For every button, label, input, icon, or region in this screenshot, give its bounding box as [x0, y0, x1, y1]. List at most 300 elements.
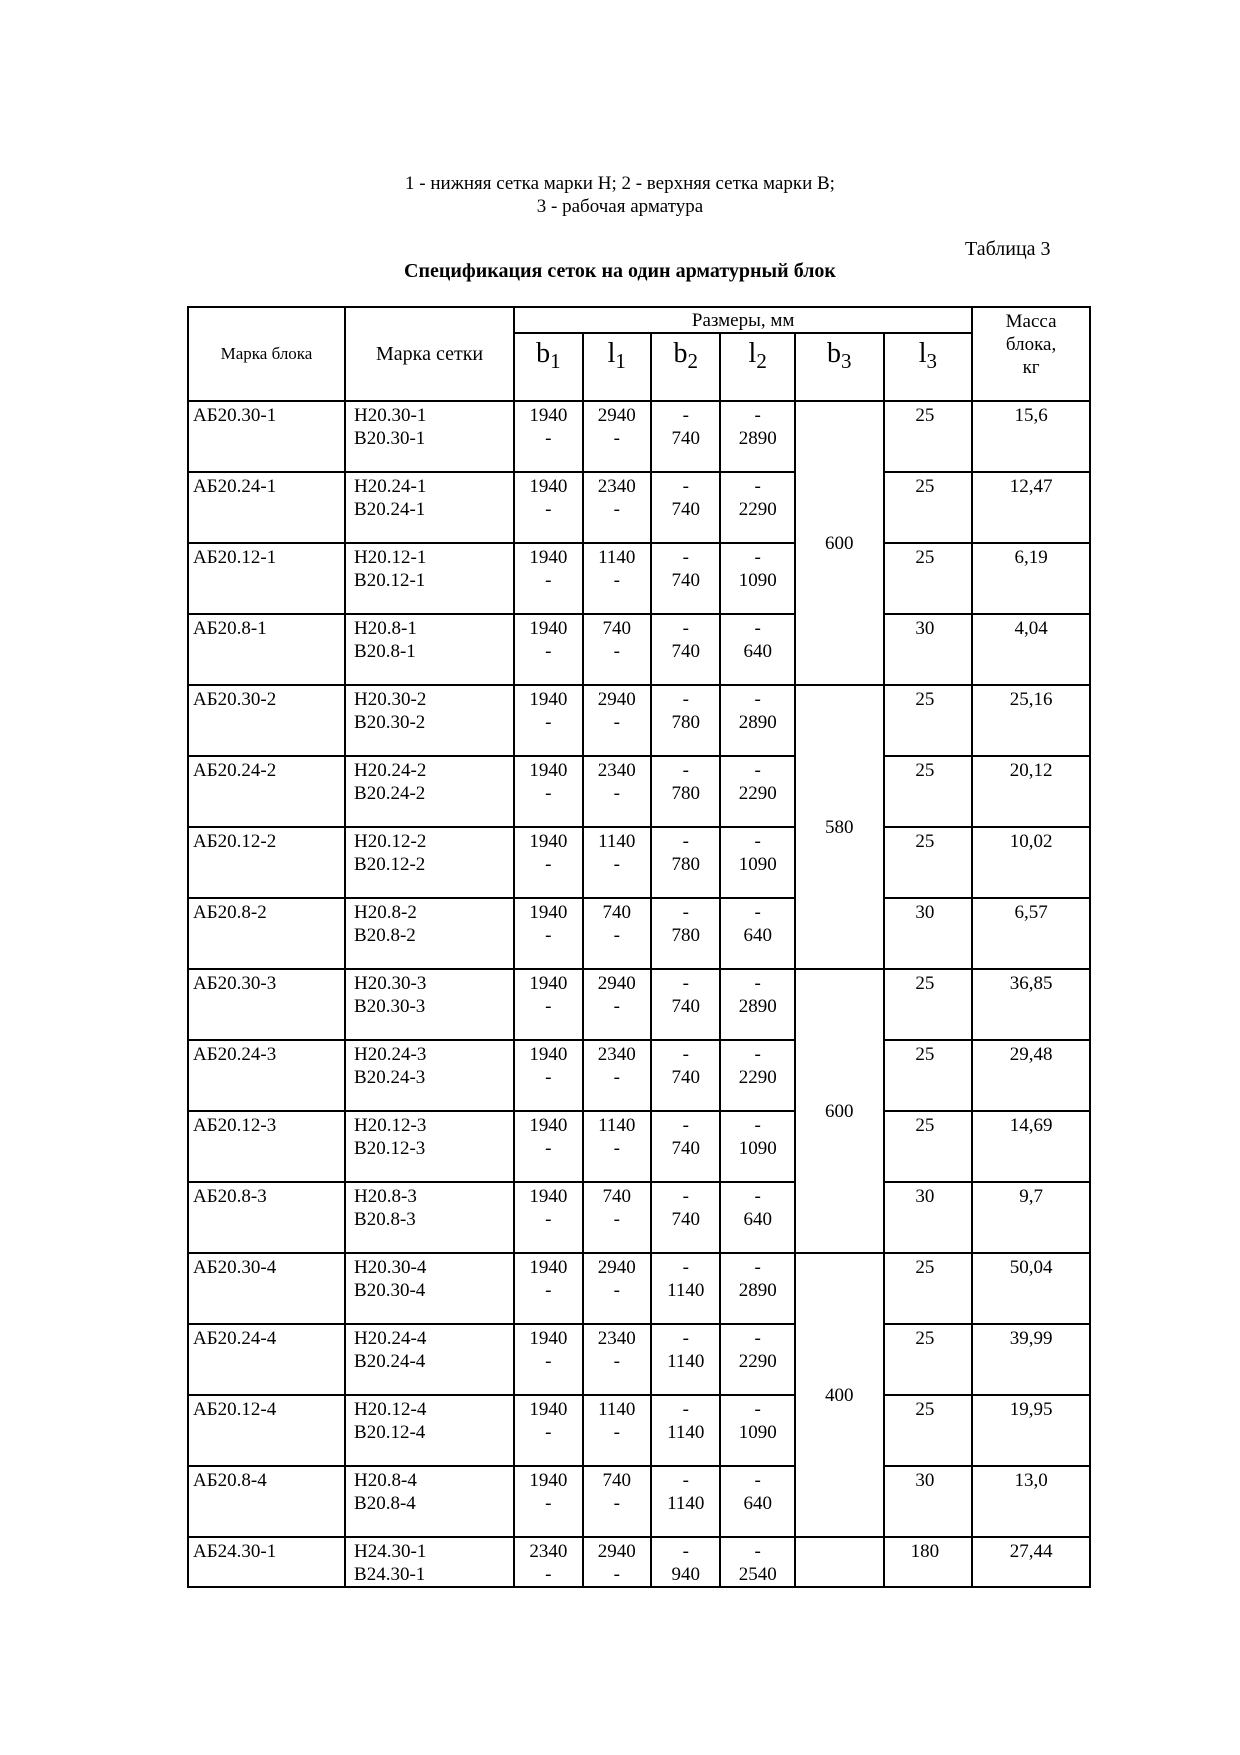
cell-b1 — [514, 898, 582, 969]
cell-b2-bottom: 1140 — [667, 1493, 705, 1514]
cell-l1-top: 740 — [602, 902, 632, 923]
cell-l1-top: 1140 — [598, 831, 636, 852]
cell-net-marks — [345, 1040, 514, 1111]
cell-block-mark — [188, 898, 345, 969]
cell-l1 — [583, 685, 651, 756]
cell-l1-bottom: - — [613, 641, 620, 662]
cell-l2-top: - — [754, 1115, 761, 1136]
cell-b1 — [514, 969, 582, 1040]
cell-l3 — [884, 827, 973, 898]
cell-l2-top: - — [754, 1257, 761, 1278]
cell-b2-bottom: 1140 — [667, 1280, 705, 1301]
cell-b2 — [651, 1395, 720, 1466]
cell-b2 — [651, 1253, 720, 1324]
cell-b1-top: 1940 — [529, 618, 568, 639]
cell-mass — [972, 898, 1090, 969]
cell-l3 — [884, 1253, 973, 1324]
cell-l2 — [720, 472, 794, 543]
net-mark-upper: В20.24-3 — [354, 1067, 426, 1088]
cell-block-mark — [188, 969, 345, 1040]
table-row — [188, 1537, 1090, 1587]
cell-block-mark — [188, 756, 345, 827]
mass-value: 36,85 — [1009, 973, 1053, 994]
cell-block-mark — [188, 1253, 345, 1324]
cell-l1-top: 2340 — [597, 760, 636, 781]
cell-b1-top: 1940 — [529, 760, 568, 781]
cell-block-mark — [188, 543, 345, 614]
mass-value: 19,95 — [1009, 1399, 1053, 1420]
cell-b1 — [514, 685, 582, 756]
cell-b2-top: - — [682, 1257, 689, 1278]
cell-l1-bottom: - — [613, 499, 620, 520]
block-mark-text: АБ20.30-2 — [193, 689, 277, 710]
cell-l1 — [583, 1395, 651, 1466]
cell-l1-bottom: - — [613, 428, 620, 449]
cell-mass — [972, 969, 1090, 1040]
cell-b2 — [651, 756, 720, 827]
cell-mass — [972, 1466, 1090, 1537]
cell-net-marks — [345, 969, 514, 1040]
cell-l3 — [884, 401, 973, 472]
block-mark-text: АБ20.30-4 — [193, 1257, 277, 1278]
cell-b1-top: 1940 — [529, 831, 568, 852]
cell-mass — [972, 1395, 1090, 1466]
cell-l1-top: 2940 — [597, 973, 636, 994]
cell-l2 — [720, 827, 794, 898]
net-mark-upper: В20.8-3 — [354, 1209, 416, 1230]
cell-b2-bottom: 780 — [671, 712, 700, 733]
cell-l2-bottom: 640 — [743, 641, 772, 662]
table-row — [188, 685, 1090, 756]
cell-l3 — [884, 898, 973, 969]
cell-b1 — [514, 543, 582, 614]
cell-l2-top: - — [754, 760, 761, 781]
l3-value: 25 — [915, 1399, 935, 1420]
cell-b2 — [651, 969, 720, 1040]
cell-mass — [972, 1182, 1090, 1253]
l3-value: 25 — [915, 760, 935, 781]
cell-l2-bottom: 2890 — [738, 428, 777, 449]
mass-value: 6,19 — [1014, 547, 1048, 568]
cell-b1 — [514, 1040, 582, 1111]
cell-b1-top: 1940 — [529, 1257, 568, 1278]
header-b1: $b_1$ — [514, 333, 582, 401]
cell-b2 — [651, 472, 720, 543]
mass-value: 50,04 — [1009, 1257, 1053, 1278]
cell-b1 — [514, 1324, 582, 1395]
cell-l1 — [583, 1040, 651, 1111]
net-mark-lower: Н20.12-3 — [354, 1115, 427, 1136]
spec-table-body — [188, 401, 1090, 1587]
l3-value: 30 — [915, 1470, 935, 1491]
cell-b2-top: - — [682, 689, 689, 710]
cell-l2-bottom: 1090 — [738, 854, 777, 875]
cell-l2-bottom: 640 — [743, 1493, 772, 1514]
table-row — [188, 472, 1090, 543]
cell-net-marks — [345, 1395, 514, 1466]
mass-value: 27,44 — [1009, 1541, 1053, 1562]
cell-block-mark — [188, 685, 345, 756]
cell-b2-top: - — [682, 831, 689, 852]
cell-l1-bottom: - — [613, 1138, 620, 1159]
table-row — [188, 614, 1090, 685]
cell-b2-bottom: 740 — [671, 641, 700, 662]
cell-l1 — [583, 614, 651, 685]
cell-mass — [972, 756, 1090, 827]
l3-value: 180 — [910, 1541, 940, 1562]
cell-l2-top: - — [754, 405, 761, 426]
cell-net-marks — [345, 401, 514, 472]
cell-l3 — [884, 969, 973, 1040]
cell-b2-top: - — [682, 760, 689, 781]
cell-b1-bottom: - — [545, 1067, 552, 1088]
net-mark-lower: Н20.24-3 — [354, 1044, 427, 1065]
cell-l3 — [884, 1182, 973, 1253]
cell-block-mark — [188, 401, 345, 472]
cell-block-mark — [188, 472, 345, 543]
cell-b2 — [651, 827, 720, 898]
net-mark-upper: В20.30-3 — [354, 996, 426, 1017]
block-mark-text: АБ20.24-3 — [193, 1044, 277, 1065]
cell-b2-top: - — [682, 1399, 689, 1420]
cell-b1-top: 1940 — [529, 547, 568, 568]
cell-l2 — [720, 543, 794, 614]
cell-l3 — [884, 1111, 973, 1182]
net-mark-upper: В20.30-4 — [354, 1280, 426, 1301]
cell-b2-top: - — [682, 1541, 689, 1562]
net-mark-upper: В24.30-1 — [354, 1564, 426, 1585]
net-mark-upper: В20.8-1 — [354, 641, 416, 662]
cell-l3 — [884, 756, 973, 827]
net-mark-upper: В20.12-4 — [354, 1422, 426, 1443]
cell-net-marks — [345, 1537, 514, 1587]
cell-mass — [972, 401, 1090, 472]
cell-l1-bottom: - — [613, 1422, 620, 1443]
cell-l2-top: - — [754, 1541, 761, 1562]
cell-b1-bottom: - — [545, 854, 552, 875]
cell-l1-bottom: - — [613, 1280, 620, 1301]
cell-net-marks — [345, 685, 514, 756]
net-mark-lower: Н20.12-2 — [354, 831, 427, 852]
cell-b2 — [651, 1111, 720, 1182]
cell-l2 — [720, 1537, 794, 1587]
cell-l1-top: 740 — [602, 1470, 632, 1491]
net-mark-lower: Н20.30-3 — [354, 973, 427, 994]
cell-l1-bottom: - — [613, 1067, 620, 1088]
mass-value: 10,02 — [1009, 831, 1053, 852]
cell-l1-bottom: - — [613, 570, 620, 591]
net-mark-upper: В20.24-2 — [354, 783, 426, 804]
cell-mass — [972, 1537, 1090, 1587]
cell-l2 — [720, 1466, 794, 1537]
cell-net-marks — [345, 1324, 514, 1395]
cell-l1 — [583, 1111, 651, 1182]
cell-mass — [972, 1111, 1090, 1182]
net-mark-lower: Н20.24-2 — [354, 760, 427, 781]
cell-b2-top: - — [682, 1328, 689, 1349]
cell-net-marks — [345, 1111, 514, 1182]
cell-l1-top: 1140 — [598, 547, 636, 568]
l3-value: 30 — [915, 1186, 935, 1207]
cell-b3-group: 580 — [795, 685, 884, 969]
l3-value: 25 — [915, 405, 935, 426]
cell-b1 — [514, 472, 582, 543]
header-mass-line3: кг — [1022, 357, 1040, 378]
cell-b1-bottom: - — [545, 996, 552, 1017]
cell-net-marks — [345, 898, 514, 969]
net-mark-upper: В20.30-1 — [354, 428, 426, 449]
net-mark-upper: В20.24-1 — [354, 499, 426, 520]
cell-b1-top: 1940 — [529, 689, 568, 710]
cell-b3-group: 600 — [795, 969, 884, 1253]
cell-b3-group: 600 — [795, 401, 884, 685]
cell-b1-top: 1940 — [529, 405, 568, 426]
cell-b1 — [514, 1537, 582, 1587]
cell-b1-top: 1940 — [529, 1328, 568, 1349]
block-mark-text: АБ20.8-3 — [193, 1186, 267, 1207]
cell-b2 — [651, 1466, 720, 1537]
cell-b1-bottom: - — [545, 925, 552, 946]
cell-b1-bottom: - — [545, 1351, 552, 1372]
table-row — [188, 1253, 1090, 1324]
cell-l1-top: 2340 — [597, 1328, 636, 1349]
mass-value: 25,16 — [1009, 689, 1053, 710]
cell-mass — [972, 685, 1090, 756]
cell-l2-bottom: 640 — [743, 1209, 772, 1230]
cell-l2-bottom: 640 — [743, 925, 772, 946]
block-mark-text: АБ20.24-4 — [193, 1328, 277, 1349]
cell-b2 — [651, 898, 720, 969]
cell-l2 — [720, 969, 794, 1040]
cell-b2-bottom: 740 — [671, 1067, 700, 1088]
net-mark-upper: В20.12-2 — [354, 854, 426, 875]
cell-b2-bottom: 1140 — [667, 1351, 705, 1372]
cell-l2-bottom: 2890 — [738, 1280, 777, 1301]
cell-l1-top: 2340 — [597, 476, 636, 497]
cell-b1-top: 1940 — [529, 476, 568, 497]
cell-block-mark — [188, 614, 345, 685]
cell-b2 — [651, 1182, 720, 1253]
cell-l2-top: - — [754, 1399, 761, 1420]
net-mark-lower: Н20.30-4 — [354, 1257, 427, 1278]
cell-l2-bottom: 1090 — [738, 1138, 777, 1159]
cell-l1-top: 2340 — [597, 1044, 636, 1065]
cell-b2 — [651, 1040, 720, 1111]
table-row — [188, 1395, 1090, 1466]
cell-l2-top: - — [754, 547, 761, 568]
table-row — [188, 1324, 1090, 1395]
cell-b1-bottom: - — [545, 1564, 552, 1585]
table-row — [188, 898, 1090, 969]
cell-l1-bottom: - — [613, 996, 620, 1017]
cell-b2-top: - — [682, 476, 689, 497]
cell-b2-top: - — [682, 902, 689, 923]
cell-l1 — [583, 1182, 651, 1253]
net-mark-lower: Н20.24-4 — [354, 1328, 427, 1349]
cell-b2-top: - — [682, 1115, 689, 1136]
header-sizes: Размеры, мм — [514, 307, 972, 333]
l3-value: 25 — [915, 476, 935, 497]
cell-net-marks — [345, 756, 514, 827]
cell-b1-bottom: - — [545, 428, 552, 449]
net-mark-lower: Н20.8-4 — [354, 1470, 417, 1491]
block-mark-text: АБ20.12-3 — [193, 1115, 277, 1136]
cell-b2-bottom: 740 — [671, 428, 700, 449]
cell-block-mark — [188, 1395, 345, 1466]
cell-block-mark — [188, 1324, 345, 1395]
cell-net-marks — [345, 472, 514, 543]
cell-b1 — [514, 1395, 582, 1466]
cell-l1 — [583, 543, 651, 614]
cell-l1-top: 2940 — [597, 405, 636, 426]
cell-b1-top: 1940 — [529, 1186, 568, 1207]
cell-l1-bottom: - — [613, 1351, 620, 1372]
cell-b2-top: - — [682, 547, 689, 568]
block-mark-text: АБ20.30-1 — [193, 405, 277, 426]
net-mark-lower: Н20.8-3 — [354, 1186, 417, 1207]
cell-l2-top: - — [754, 689, 761, 710]
cell-b1-bottom: - — [545, 641, 552, 662]
cell-l1 — [583, 827, 651, 898]
cell-b2-top: - — [682, 618, 689, 639]
cell-b1-bottom: - — [545, 712, 552, 733]
l3-value: 30 — [915, 902, 935, 923]
cell-b1-bottom: - — [545, 499, 552, 520]
cell-l2 — [720, 614, 794, 685]
cell-l3 — [884, 472, 973, 543]
cell-b1-bottom: - — [545, 570, 552, 591]
cell-l1 — [583, 756, 651, 827]
cell-l2-bottom: 2890 — [738, 712, 777, 733]
cell-l2-bottom: 2290 — [738, 783, 777, 804]
cell-net-marks — [345, 543, 514, 614]
figure-caption-line-2: 3 - рабочая арматура — [536, 196, 704, 217]
header-mass-line1: Масса — [1005, 311, 1057, 332]
cell-l2 — [720, 756, 794, 827]
cell-l1 — [583, 1253, 651, 1324]
net-mark-upper: В20.8-2 — [354, 925, 416, 946]
cell-b1 — [514, 1253, 582, 1324]
net-mark-lower: Н24.30-1 — [354, 1541, 427, 1562]
table-row — [188, 1111, 1090, 1182]
cell-b1 — [514, 1111, 582, 1182]
cell-b2 — [651, 401, 720, 472]
cell-b1 — [514, 1466, 582, 1537]
cell-l1-bottom: - — [613, 783, 620, 804]
net-mark-lower: Н20.12-1 — [354, 547, 427, 568]
cell-l1-bottom: - — [613, 712, 620, 733]
cell-net-marks — [345, 1466, 514, 1537]
cell-b1 — [514, 756, 582, 827]
cell-l1 — [583, 1324, 651, 1395]
cell-b2-top: - — [682, 1044, 689, 1065]
cell-b1-top: 1940 — [529, 1115, 568, 1136]
l3-value: 25 — [915, 1115, 935, 1136]
cell-b2-top: - — [682, 405, 689, 426]
block-mark-text: АБ20.24-1 — [193, 476, 277, 497]
cell-b1-bottom: - — [545, 1422, 552, 1443]
mass-value: 6,57 — [1014, 902, 1048, 923]
table-row — [188, 969, 1090, 1040]
cell-b2 — [651, 1537, 720, 1587]
net-mark-upper: В20.24-4 — [354, 1351, 426, 1372]
cell-l2-top: - — [754, 1186, 761, 1207]
net-mark-lower: Н20.8-1 — [354, 618, 417, 639]
cell-l2-top: - — [754, 1044, 761, 1065]
cell-b2 — [651, 685, 720, 756]
cell-b2 — [651, 543, 720, 614]
cell-l1 — [583, 472, 651, 543]
cell-mass — [972, 1040, 1090, 1111]
cell-block-mark — [188, 1111, 345, 1182]
cell-b2-bottom: 740 — [671, 570, 700, 591]
cell-l2 — [720, 1182, 794, 1253]
l3-value: 25 — [915, 547, 935, 568]
header-mass-line2: блока, — [1005, 334, 1057, 355]
cell-l1-bottom: - — [613, 1493, 620, 1514]
cell-b2 — [651, 614, 720, 685]
cell-l1 — [583, 401, 651, 472]
cell-b3-group — [795, 1537, 884, 1587]
cell-l1-bottom: - — [613, 925, 620, 946]
mass-value: 13,0 — [1014, 1470, 1048, 1491]
l3-value: 25 — [915, 1328, 935, 1349]
table-row — [188, 827, 1090, 898]
cell-b1-bottom: - — [545, 783, 552, 804]
cell-l1-top: 2940 — [597, 1257, 636, 1278]
cell-block-mark — [188, 1537, 345, 1587]
net-mark-lower: Н20.24-1 — [354, 476, 427, 497]
cell-block-mark — [188, 1466, 345, 1537]
cell-l3 — [884, 685, 973, 756]
cell-block-mark — [188, 1040, 345, 1111]
cell-b1-top: 1940 — [529, 1399, 568, 1420]
net-mark-lower: Н20.8-2 — [354, 902, 417, 923]
cell-b1-top: 1940 — [529, 1470, 568, 1491]
cell-l2 — [720, 685, 794, 756]
cell-l3 — [884, 1537, 973, 1587]
block-mark-text: АБ20.30-3 — [193, 973, 277, 994]
header-l1: $l_1$ — [583, 333, 651, 401]
cell-b2-bottom: 740 — [671, 1209, 700, 1230]
cell-mass — [972, 827, 1090, 898]
cell-l2-bottom: 2290 — [738, 1067, 777, 1088]
header-l2: $l_2$ — [720, 333, 794, 401]
cell-b1-top: 1940 — [529, 902, 568, 923]
cell-l2-bottom: 2540 — [738, 1564, 777, 1585]
cell-l2-bottom: 2290 — [738, 499, 777, 520]
block-mark-text: АБ24.30-1 — [193, 1541, 277, 1562]
cell-b1-top: 1940 — [529, 973, 568, 994]
cell-b2-bottom: 740 — [671, 499, 700, 520]
net-mark-lower: Н20.12-4 — [354, 1399, 427, 1420]
header-block-mark: Марка блока — [188, 307, 345, 401]
l3-value: 25 — [915, 973, 935, 994]
cell-l1 — [583, 969, 651, 1040]
cell-l2-top: - — [754, 902, 761, 923]
cell-l2-bottom: 1090 — [738, 570, 777, 591]
cell-b2-bottom: 780 — [671, 854, 700, 875]
cell-b2-bottom: 940 — [671, 1564, 700, 1585]
net-mark-upper: В20.12-3 — [354, 1138, 426, 1159]
mass-value: 15,6 — [1014, 405, 1048, 426]
figure-caption-line-1: 1 - нижняя сетка марки Н; 2 - верхняя сетка марки В; — [405, 173, 835, 194]
cell-b2-top: - — [682, 1470, 689, 1491]
table-row — [188, 1040, 1090, 1111]
cell-l2-top: - — [754, 973, 761, 994]
cell-net-marks — [345, 1182, 514, 1253]
block-mark-text: АБ20.12-4 — [193, 1399, 277, 1420]
